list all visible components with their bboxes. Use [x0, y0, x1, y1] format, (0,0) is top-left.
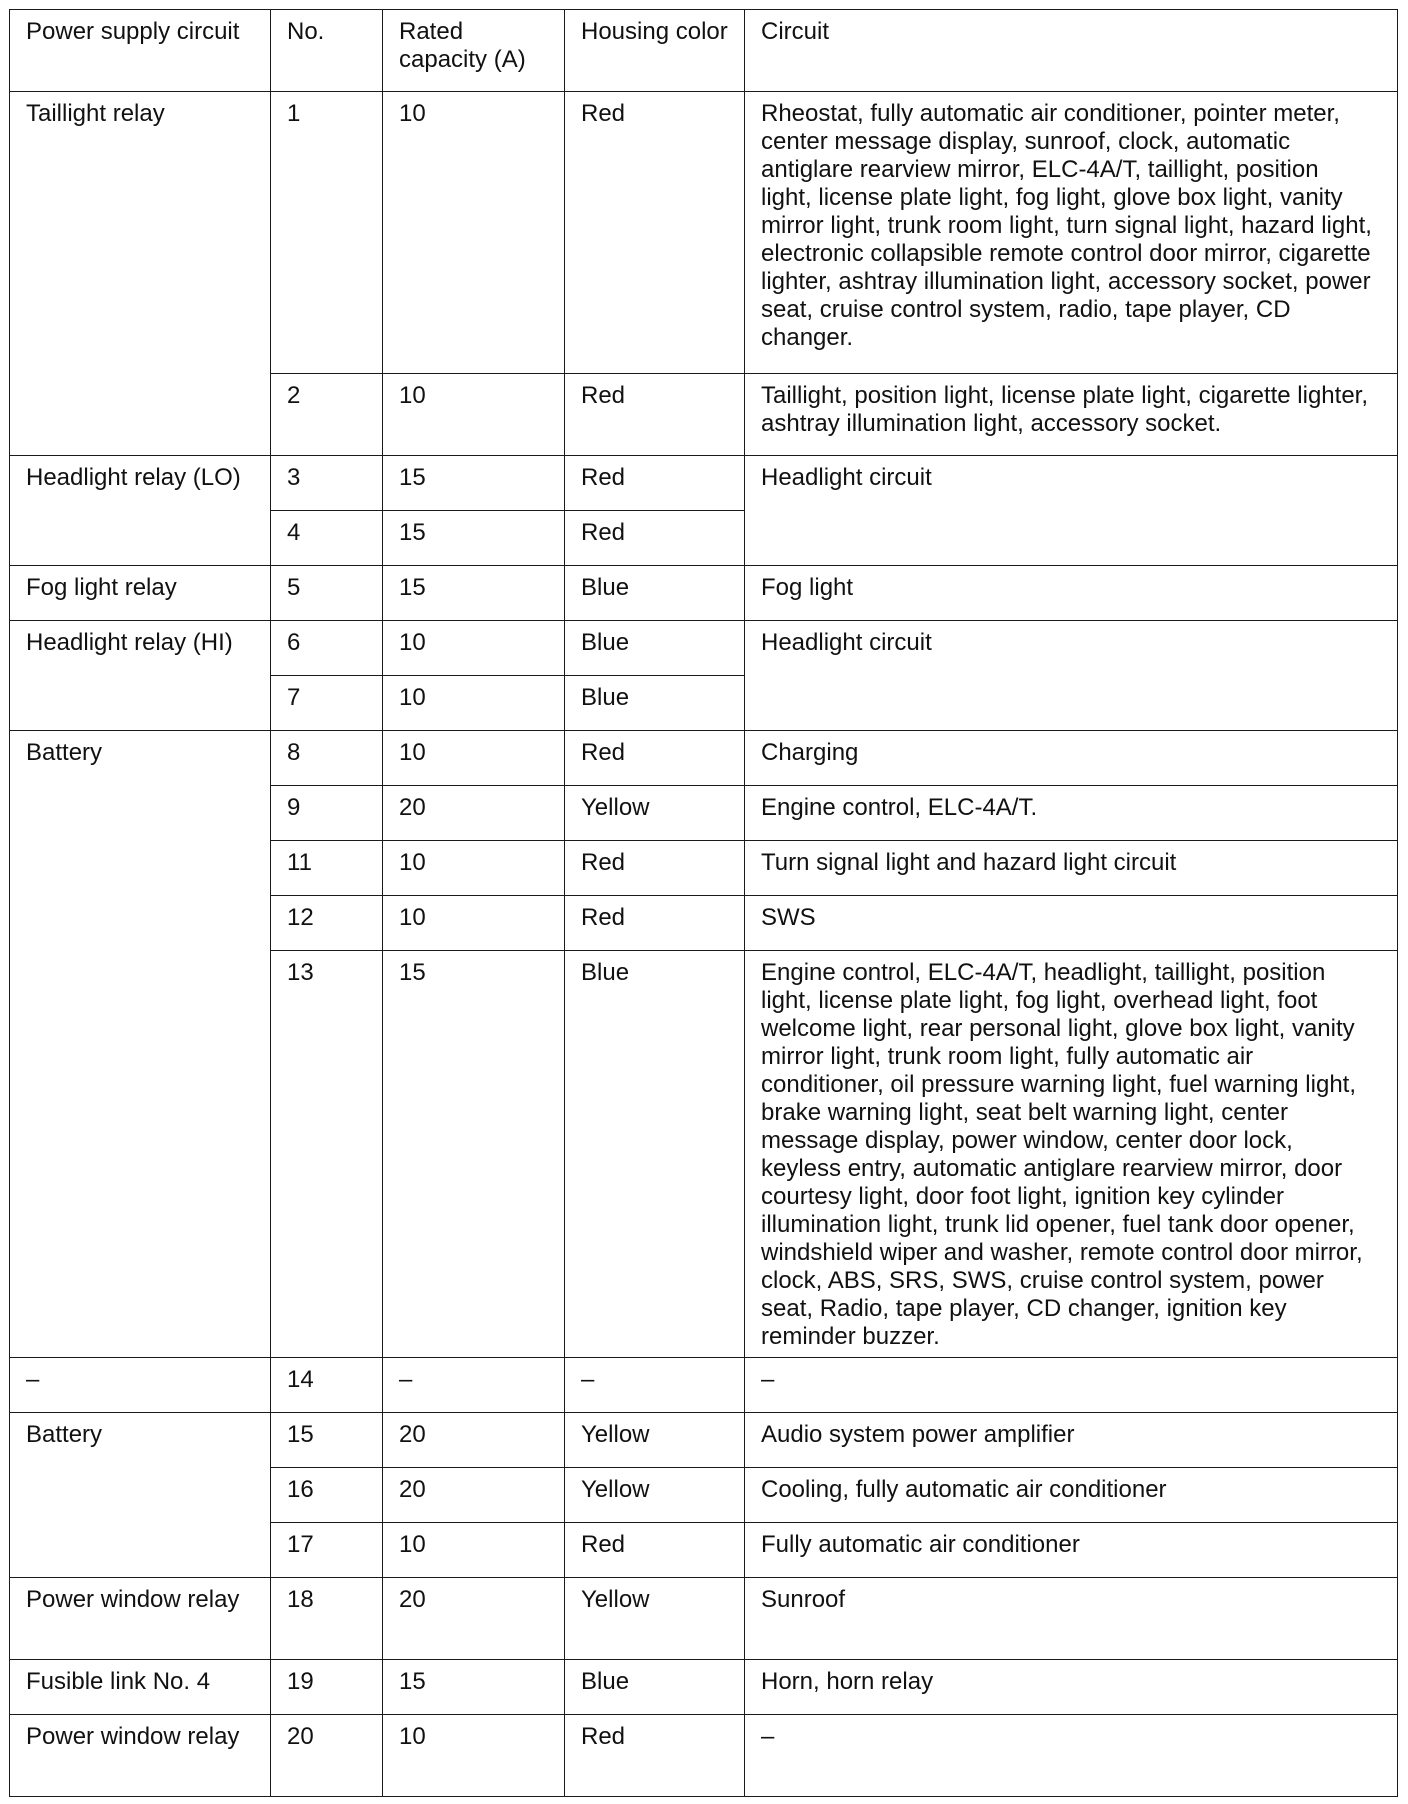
- circuit-cell: Cooling, fully automatic air conditioner: [745, 1468, 1398, 1523]
- fuse-number-cell: 11: [271, 841, 383, 896]
- power-supply-cell: Battery: [10, 731, 271, 1358]
- table-row: [10, 1413, 1398, 1468]
- housing-color-cell: Red: [565, 731, 745, 786]
- fuse-number-cell: 9: [271, 786, 383, 841]
- fuse-number-cell: 4: [271, 511, 383, 566]
- housing-color-cell: Red: [565, 456, 745, 511]
- housing-color-cell: Yellow: [565, 1413, 745, 1468]
- table-row: [10, 92, 1398, 374]
- rated-capacity-cell: 15: [383, 456, 565, 511]
- housing-color-cell: Red: [565, 92, 745, 374]
- circuit-cell: Charging: [745, 731, 1398, 786]
- housing-color-cell: Blue: [565, 951, 745, 1358]
- rated-capacity-cell: 10: [383, 896, 565, 951]
- fuse-number-cell: 16: [271, 1468, 383, 1523]
- power-supply-cell: Headlight relay (HI): [10, 621, 271, 731]
- power-supply-cell: Battery: [10, 1413, 271, 1578]
- header-power-supply-circuit: Power supply circuit: [10, 10, 271, 92]
- header-rated-capacity: Rated capacity (A): [383, 10, 565, 92]
- power-supply-cell: Power window relay: [10, 1715, 271, 1797]
- fuse-number-cell: 2: [271, 374, 383, 456]
- fuse-table: [9, 9, 1398, 1797]
- circuit-cell: –: [745, 1715, 1398, 1797]
- housing-color-cell: Red: [565, 1715, 745, 1797]
- table-row: [10, 1578, 1398, 1660]
- fuse-number-cell: 3: [271, 456, 383, 511]
- circuit-cell: Sunroof: [745, 1578, 1398, 1660]
- circuit-cell: Headlight circuit: [745, 456, 1398, 566]
- table-row: [10, 1358, 1398, 1413]
- rated-capacity-cell: 10: [383, 374, 565, 456]
- power-supply-cell: Fog light relay: [10, 566, 271, 621]
- fuse-number-cell: 18: [271, 1578, 383, 1660]
- fuse-number-cell: 19: [271, 1660, 383, 1715]
- rated-capacity-cell: 10: [383, 1715, 565, 1797]
- housing-color-cell: Yellow: [565, 786, 745, 841]
- housing-color-cell: –: [565, 1358, 745, 1413]
- table-row: [10, 731, 1398, 786]
- housing-color-cell: Blue: [565, 1660, 745, 1715]
- fuse-number-cell: 17: [271, 1523, 383, 1578]
- circuit-cell: Audio system power amplifier: [745, 1413, 1398, 1468]
- header-no: No.: [271, 10, 383, 92]
- fuse-number-cell: 7: [271, 676, 383, 731]
- power-supply-cell: Taillight relay: [10, 92, 271, 456]
- header-circuit: Circuit: [745, 10, 1398, 92]
- housing-color-cell: Blue: [565, 566, 745, 621]
- circuit-cell: SWS: [745, 896, 1398, 951]
- fuse-number-cell: 20: [271, 1715, 383, 1797]
- rated-capacity-cell: 15: [383, 951, 565, 1358]
- table-row: [10, 1715, 1398, 1797]
- circuit-cell: Engine control, ELC-4A/T, headlight, taillight, position light, license plate light, fog light, overhead light, foot welcome light, rear personal light, glove box light, vanity mirror light, trunk room light, fully automatic air conditioner, oil pressure warning light, fuel warning light, brake warning light, seat belt warning light, center message display, power window, center door lock, keyless entry, automatic antiglare rearview mirror, door courtesy light, door foot light, ignition key cylinder illumination light, trunk lid opener, fuel tank door opener, windshield wiper and washer, remote control door mirror, clock, ABS, SRS, SWS, cruise control system, power seat, Radio, tape player, CD changer, ignition key reminder buzzer.: [745, 951, 1398, 1358]
- housing-color-cell: Yellow: [565, 1578, 745, 1660]
- housing-color-cell: Red: [565, 374, 745, 456]
- rated-capacity-cell: 20: [383, 1578, 565, 1660]
- rated-capacity-cell: 10: [383, 1523, 565, 1578]
- circuit-cell: Fully automatic air conditioner: [745, 1523, 1398, 1578]
- rated-capacity-cell: 10: [383, 731, 565, 786]
- fuse-number-cell: 12: [271, 896, 383, 951]
- power-supply-cell: Headlight relay (LO): [10, 456, 271, 566]
- housing-color-cell: Red: [565, 841, 745, 896]
- rated-capacity-cell: 10: [383, 621, 565, 676]
- housing-color-cell: Red: [565, 511, 745, 566]
- fuse-number-cell: 1: [271, 92, 383, 374]
- circuit-cell: Engine control, ELC-4A/T.: [745, 786, 1398, 841]
- housing-color-cell: Blue: [565, 676, 745, 731]
- rated-capacity-cell: –: [383, 1358, 565, 1413]
- rated-capacity-cell: 15: [383, 1660, 565, 1715]
- fuse-number-cell: 8: [271, 731, 383, 786]
- rated-capacity-cell: 10: [383, 676, 565, 731]
- circuit-cell: Turn signal light and hazard light circuit: [745, 841, 1398, 896]
- rated-capacity-cell: 10: [383, 841, 565, 896]
- rated-capacity-cell: 10: [383, 92, 565, 374]
- table-row: [10, 566, 1398, 621]
- fuse-number-cell: 14: [271, 1358, 383, 1413]
- housing-color-cell: Yellow: [565, 1468, 745, 1523]
- table-row: [10, 456, 1398, 511]
- header-housing-color: Housing color: [565, 10, 745, 92]
- circuit-cell: Horn, horn relay: [745, 1660, 1398, 1715]
- circuit-cell: Taillight, position light, license plate light, cigarette lighter, ashtray illumination light, accessory socket.: [745, 374, 1398, 456]
- housing-color-cell: Blue: [565, 621, 745, 676]
- circuit-cell: Rheostat, fully automatic air conditioner, pointer meter, center message display, sunroof, clock, automatic antiglare rearview mirror, ELC-4A/T, taillight, position light, license plate light, fog light, glove box light, vanity mirror light, trunk room light, turn signal light, hazard light, electronic collapsible remote control door mirror, cigarette lighter, ashtray illumination light, accessory socket, power seat, cruise control system, radio, tape player, CD changer.: [745, 92, 1398, 374]
- rated-capacity-cell: 15: [383, 566, 565, 621]
- rated-capacity-cell: 20: [383, 786, 565, 841]
- fuse-number-cell: 13: [271, 951, 383, 1358]
- circuit-cell: Headlight circuit: [745, 621, 1398, 731]
- table-row: [10, 621, 1398, 676]
- fuse-number-cell: 5: [271, 566, 383, 621]
- header-row: [10, 10, 1398, 92]
- fuse-number-cell: 15: [271, 1413, 383, 1468]
- rated-capacity-cell: 15: [383, 511, 565, 566]
- rated-capacity-cell: 20: [383, 1468, 565, 1523]
- power-supply-cell: Fusible link No. 4: [10, 1660, 271, 1715]
- power-supply-cell: –: [10, 1358, 271, 1413]
- rated-capacity-cell: 20: [383, 1413, 565, 1468]
- fuse-number-cell: 6: [271, 621, 383, 676]
- table-row: [10, 1660, 1398, 1715]
- housing-color-cell: Red: [565, 1523, 745, 1578]
- circuit-cell: –: [745, 1358, 1398, 1413]
- circuit-cell: Fog light: [745, 566, 1398, 621]
- power-supply-cell: Power window relay: [10, 1578, 271, 1660]
- housing-color-cell: Red: [565, 896, 745, 951]
